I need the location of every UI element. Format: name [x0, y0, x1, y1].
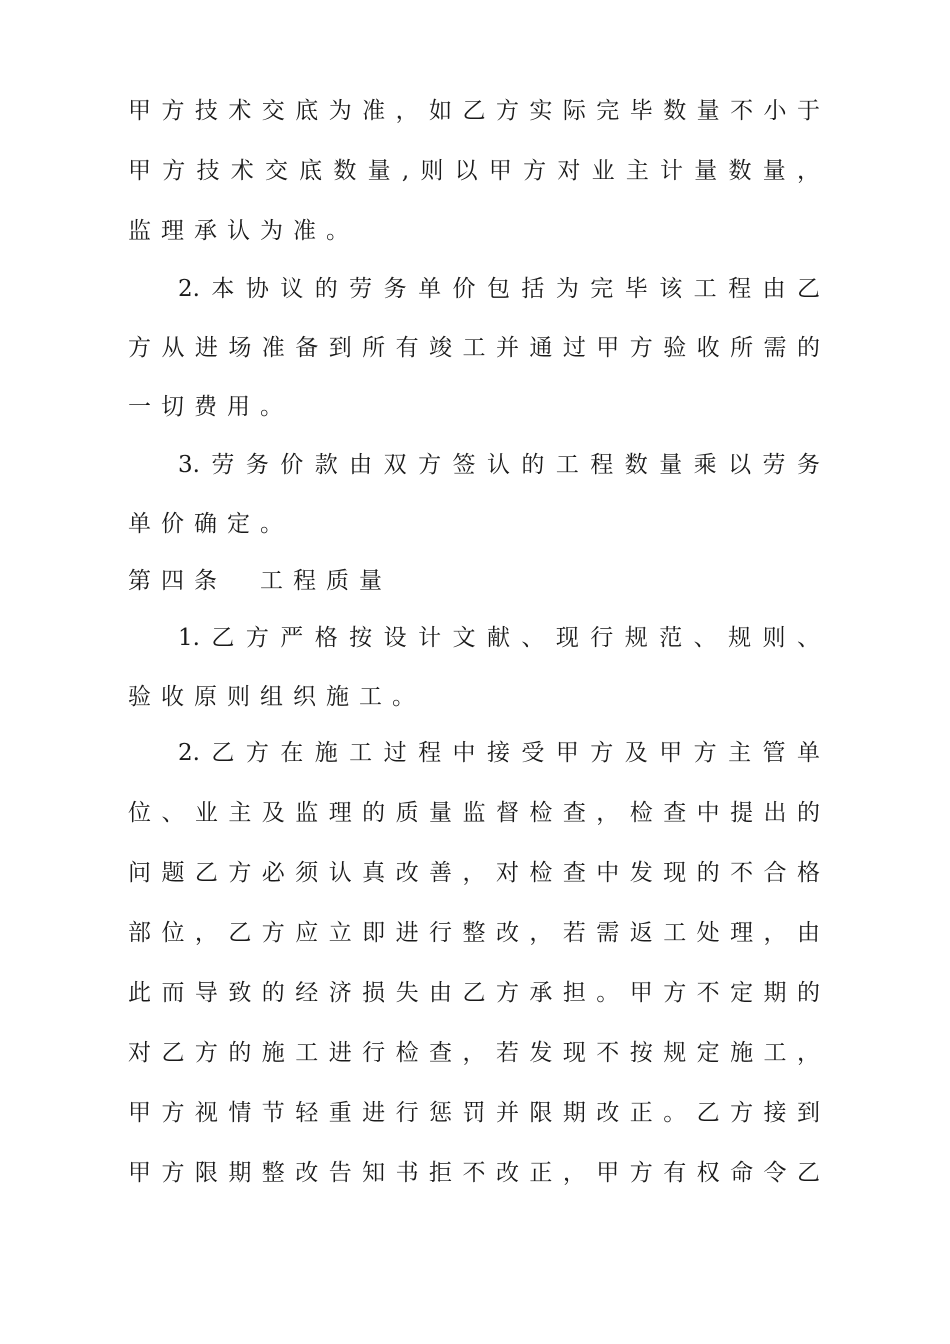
- text-line: 2.乙方在施工过程中接受甲方及甲方主管单: [178, 740, 820, 766]
- text-line: 1.乙方严格按设计文献、现行规范、规则、: [178, 625, 820, 651]
- text-line: 部位，乙方应立即进行整改，若需返工处理，由: [128, 920, 820, 946]
- text-line: 方从进场准备到所有竣工并通过甲方验收所需的: [128, 335, 820, 361]
- text-line: 一切费用。: [128, 394, 293, 420]
- text-line: 验收原则组织施工。: [128, 684, 425, 710]
- section-heading: 第四条 工程质量: [128, 568, 392, 594]
- text-line: 甲方技术交底为准，如乙方实际完毕数量不小于: [128, 98, 820, 124]
- text-line: 甲方技术交底数量,则以甲方对业主计量数量，: [128, 158, 820, 184]
- text-line: 2.本协议的劳务单价包括为完毕该工程由乙: [178, 276, 820, 302]
- text-line: 监理承认为准。: [128, 218, 359, 244]
- text-line: 3.劳务价款由双方签认的工程数量乘以劳务: [178, 452, 820, 478]
- text-line: 对乙方的施工进行检查，若发现不按规定施工，: [128, 1040, 820, 1066]
- text-line: 单价确定。: [128, 511, 293, 537]
- text-line: 问题乙方必须认真改善，对检查中发现的不合格: [128, 860, 820, 886]
- text-line: 甲方限期整改告知书拒不改正，甲方有权命令乙: [128, 1160, 820, 1186]
- text-line: 甲方视情节轻重进行惩罚并限期改正。乙方接到: [128, 1100, 820, 1126]
- text-line: 位、业主及监理的质量监督检查，检查中提出的: [128, 800, 820, 826]
- text-line: 此而导致的经济损失由乙方承担。甲方不定期的: [128, 980, 820, 1006]
